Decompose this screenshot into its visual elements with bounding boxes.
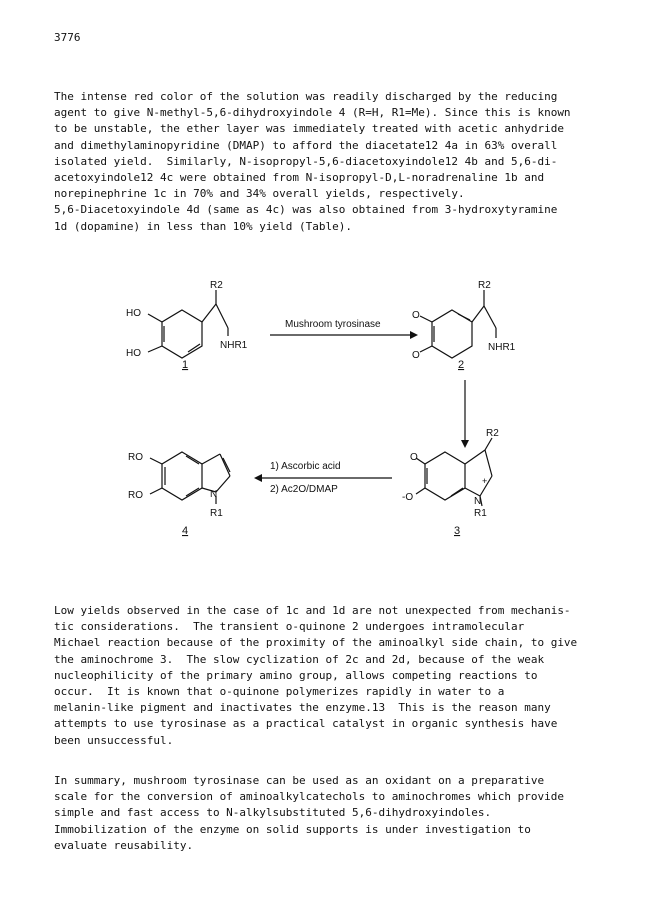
arrow2-label-1: 1) Ascorbic acid <box>270 461 341 472</box>
text-line: and dimethylaminopyridine (DMAP) to afford the diacetate12 4a in 63% overall <box>54 138 558 152</box>
arrowhead <box>254 474 262 482</box>
text-line: 1d (dopamine) in less than 10% yield (Table). <box>54 219 353 233</box>
nitrogen-label: N <box>474 496 482 507</box>
text-line: the aminochrome 3. The slow cyclization of 2c and 2d, because of the weak <box>54 652 545 666</box>
oxygen-label: O <box>412 310 420 321</box>
r1-label: R1 <box>210 508 223 519</box>
ro-label: RO <box>128 452 143 463</box>
text-line: tic considerations. The transient o-quinone 2 undergoes intramolecular <box>54 620 525 634</box>
text-line: acetoxyindole12 4c were obtained from N-isopropyl-D,L-noradrenaline 1b and <box>54 171 545 185</box>
text-line: attempts to use tyrosinase as a practical catalyst in organic synthesis have <box>54 717 558 731</box>
text-line: been unsuccessful. <box>54 733 174 747</box>
ho-label: HO <box>126 348 141 359</box>
oxygen-label: O <box>410 452 418 463</box>
paragraph-discussion <box>54 603 634 749</box>
text-line: to be unstable, the ether layer was immediately treated with acetic anhydride <box>54 122 564 136</box>
ro-label: RO <box>128 490 143 501</box>
text-line: Immobilization of the enzyme on solid supports is under investigation to <box>54 822 531 836</box>
compound-4-structure <box>150 452 230 504</box>
text-line: occur. It is known that o-quinone polymerizes rapidly in water to a <box>54 685 505 699</box>
reaction-scheme <box>120 270 560 580</box>
r2-label: R2 <box>486 428 499 439</box>
text-line: Low yields observed in the case of 1c and 1d are not unexpected from mechanis- <box>54 604 571 617</box>
compound-2-structure <box>420 290 496 358</box>
page-number: 3776 <box>54 31 81 44</box>
text-line: nucleophilicity of the primary amino group, allows competing reactions to <box>54 668 538 682</box>
arrowhead <box>461 440 469 448</box>
text-line: 5,6-Diacetoxyindole 4d (same as 4c) was also obtained from 3-hydroxytyramine <box>54 203 558 217</box>
text-line: Michael reaction because of the proximity of the aminoalkyl side chain, to give <box>54 636 578 650</box>
paragraph-results <box>54 89 634 235</box>
compound-2-label: 2 <box>458 359 465 371</box>
oxide-label: -O <box>402 492 414 503</box>
r2-label: R2 <box>478 280 491 291</box>
compound-1-label: 1 <box>182 359 189 371</box>
nitrogen-label: N <box>210 489 218 500</box>
text-line: isolated yield. Similarly, N-isopropyl-5,6-diacetoxyindole12 4b and 5,6-di- <box>54 154 558 168</box>
plus-charge: + <box>482 476 488 486</box>
text-line: simple and fast access to N-alkylsubstituted 5,6-dihydroxyindoles. <box>54 806 492 820</box>
text-line: norepinephrine 1c in 70% and 34% overall yields, respectively. <box>54 187 465 201</box>
nhr1-label: NHR1 <box>220 340 248 351</box>
ho-label: HO <box>126 308 141 319</box>
text-line: melanin-like pigment and inactivates the enzyme.13 This is the reason many <box>54 701 551 715</box>
text-line: agent to give N-methyl-5,6-dihydroxyindole 4 (R=H, R1=Me). Since this is known <box>54 106 571 120</box>
r1-label: R1 <box>474 508 487 519</box>
text-line: evaluate reusability. <box>54 838 194 852</box>
arrowhead <box>410 331 418 339</box>
nhr1-label: NHR1 <box>488 342 516 353</box>
oxygen-label: O <box>412 350 420 361</box>
compound-1-structure <box>148 290 228 358</box>
text-line: In summary, mushroom tyrosinase can be used as an oxidant on a preparative <box>54 774 545 787</box>
arrow2-label-2: 2) Ac2O/DMAP <box>270 484 338 495</box>
arrow1-label: Mushroom tyrosinase <box>285 319 381 330</box>
compound-3-label: 3 <box>454 525 461 537</box>
compound-4-label: 4 <box>182 525 189 537</box>
text-line: scale for the conversion of aminoalkylcatechols to aminochromes which provide <box>54 790 564 804</box>
r2-label: R2 <box>210 280 223 291</box>
paragraph-summary <box>54 773 634 854</box>
text-line: The intense red color of the solution was readily discharged by the reducing <box>54 90 558 103</box>
